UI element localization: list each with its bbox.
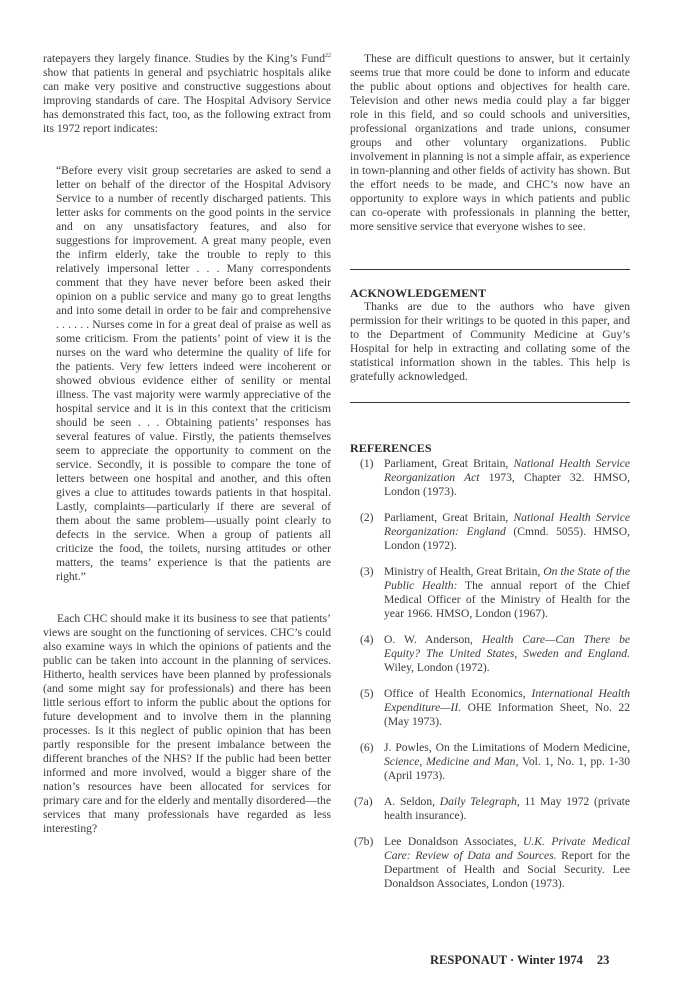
- publication-name: RESPONAUT · Winter 1974: [430, 953, 583, 967]
- references-heading: REFERENCES: [350, 441, 432, 455]
- reference-item: [350, 795, 630, 823]
- reference-item: [350, 457, 630, 499]
- footnote-reference: 22: [325, 53, 331, 59]
- reference-item: [350, 511, 630, 553]
- reference-number: (3): [360, 565, 374, 578]
- reference-text: Ministry of Health, Great Britain, On the State of the Public Health: The annual report of the Chief Medical Officer of the Ministry of Health for the year 1966. HMSO, London (1967).: [384, 565, 631, 620]
- reference-text: Parliament, Great Britain, National Health Service Reorganization: England (Cmnd. 5055). HMSO, London (1972).: [384, 511, 630, 552]
- quote-text: “Before every visit group secretaries are asked to send a letter on behalf of the director of the Hospital Advisory Service to a number of recently discharged patients. This letter asks for comments on the good points in the service and on any unsatisfactory features, and also for suggestions for improvement. A great many people, even the infirm elderly, take the trouble to reply to this relatively impersonal letter . . . Many correspondents comment that they have never before been asked their opinion on a public service and many go to great lengths and into some detail in order to be fair and comprehensive . . . . . . Nurses come in for a great deal of praise as well as some criticism. From the patients’ point of view it is the nurses on the ward who determine the quality of life for the patients. Very few letters indeed were incoherent or showed obvious evidence either of senility or mental illness. The vast majority were warmly appreciative of the hospital service and it is in this context that the criticism should be seen . . . Obtaining patients’ responses has several features of value. Firstly, the patients themselves seem to appreciate the opportunity to comment on the service. Secondly, it is possible to compare the tone of letters between one hospital and another, and this often gives a clue to attitudes towards patients in that hospital. Lastly, complaints—particularly if there are several of them about the same problem—usually point clearly to defects in the service. When a group of patients all criticize the food, the toilets, nursing attitudes or other matters, the teams’ experience is that the patients are right.”: [56, 164, 331, 583]
- reference-number: (4): [360, 633, 374, 646]
- chc-paragraph: Each CHC should make it its business to see that patients’ views are sought on the functioning of services. CHC’s could also examine ways in which the opinions of patients and the public can be taken into account in the planning of services. Hitherto, health services have been planned by professionals (and some might say for professionals) and there has been little serious effort to inform the public about the options for future development and to involve them in the planning processes. Is it this neglect of public opinion that has been partly responsible for the present imbalance between the different branches of the NHS? If the public had been better informed and more involved, would a bigger share of the nation’s resources have been allocated for services for primary care and for the elderly and mentally disordered—the services that many professionals have regarded as less interesting?: [43, 612, 331, 835]
- left-column: [43, 52, 331, 836]
- reference-text: A. Seldon, Daily Telegraph, 11 May 1972 (private health insurance).: [384, 795, 631, 822]
- right-column: [350, 52, 630, 903]
- reference-text: O. W. Anderson, Health Care—Can There be Equity? The United States, Sweden and England. Wiley, London (1972).: [384, 633, 631, 674]
- intro-text: ratepayers they largely finance. Studies by the King’s Fund: [43, 52, 325, 65]
- intro-text-cont: show that patients in general and psychiatric hospitals alike can make very positive and constructive suggestions about improving standards of care. The Hospital Advisory Service has demonstrated this fact, too, as the following extract from its 1972 report indicates:: [43, 66, 331, 135]
- reference-text: J. Powles, On the Limitations of Modern Medicine, Science, Medicine and Man, Vol. 1, No. 1, pp. 1-30 (April 1973).: [384, 741, 630, 782]
- references-section: [350, 441, 630, 891]
- acknowledgement-heading: ACKNOWLEDGEMENT: [350, 286, 487, 300]
- reference-item: [350, 835, 630, 891]
- intro-paragraph: [43, 52, 331, 136]
- page-footer: [430, 953, 609, 968]
- reference-item: [350, 687, 630, 729]
- reference-number: (2): [360, 511, 374, 524]
- reference-text: Lee Donaldson Associates, U.K. Private Medical Care: Review of Data and Sources. Report for the Department of Health and Social Security. Lee Donaldson Associates, London (1973).: [384, 835, 630, 890]
- reference-item: [350, 741, 630, 783]
- reference-number: (5): [360, 687, 374, 700]
- reference-item: [350, 565, 630, 621]
- reference-number: (6): [360, 741, 374, 754]
- reference-number: (7b): [354, 835, 374, 848]
- questions-paragraph: These are difficult questions to answer, but it certainly seems true that more could be done to inform and educate the public about options and objectives for health care. Television and other news media could play a far bigger role in this field, and so could schools and universities, professional organizations and trade unions, consumer groups and other voluntary organizations. Public involvement in planning is not a simple affair, as experience in town-planning and other fields of activity has shown. But the effort needs to be made, and CHC’s now have an opportunity to explore ways in which patients and public can co-operate with professionals in planning the better, more sensitive service that everyone wishes to see.: [350, 52, 630, 233]
- block-quote: [43, 164, 331, 584]
- reference-item: [350, 633, 630, 675]
- acknowledgement-section: [350, 286, 630, 384]
- acknowledgement-text: Thanks are due to the authors who have given permission for their writings to be quoted in this paper, and to the Department of Community Medicine at Guy’s Hospital for help in extracting and collating some of the statistical information shown in the tables. This help is gratefully acknowledged.: [350, 300, 630, 383]
- reference-text: Parliament, Great Britain, National Health Service Reorganization Act 1973, Chapter 32. HMSO, London (1973).: [384, 457, 631, 498]
- page-number: 23: [596, 953, 610, 967]
- reference-text: Office of Health Economics, International Health Expenditure—II. OHE Information Sheet, No. 22 (May 1973).: [384, 687, 630, 728]
- reference-number: (1): [360, 457, 374, 470]
- references-list: [350, 457, 630, 891]
- reference-number: (7a): [354, 795, 373, 808]
